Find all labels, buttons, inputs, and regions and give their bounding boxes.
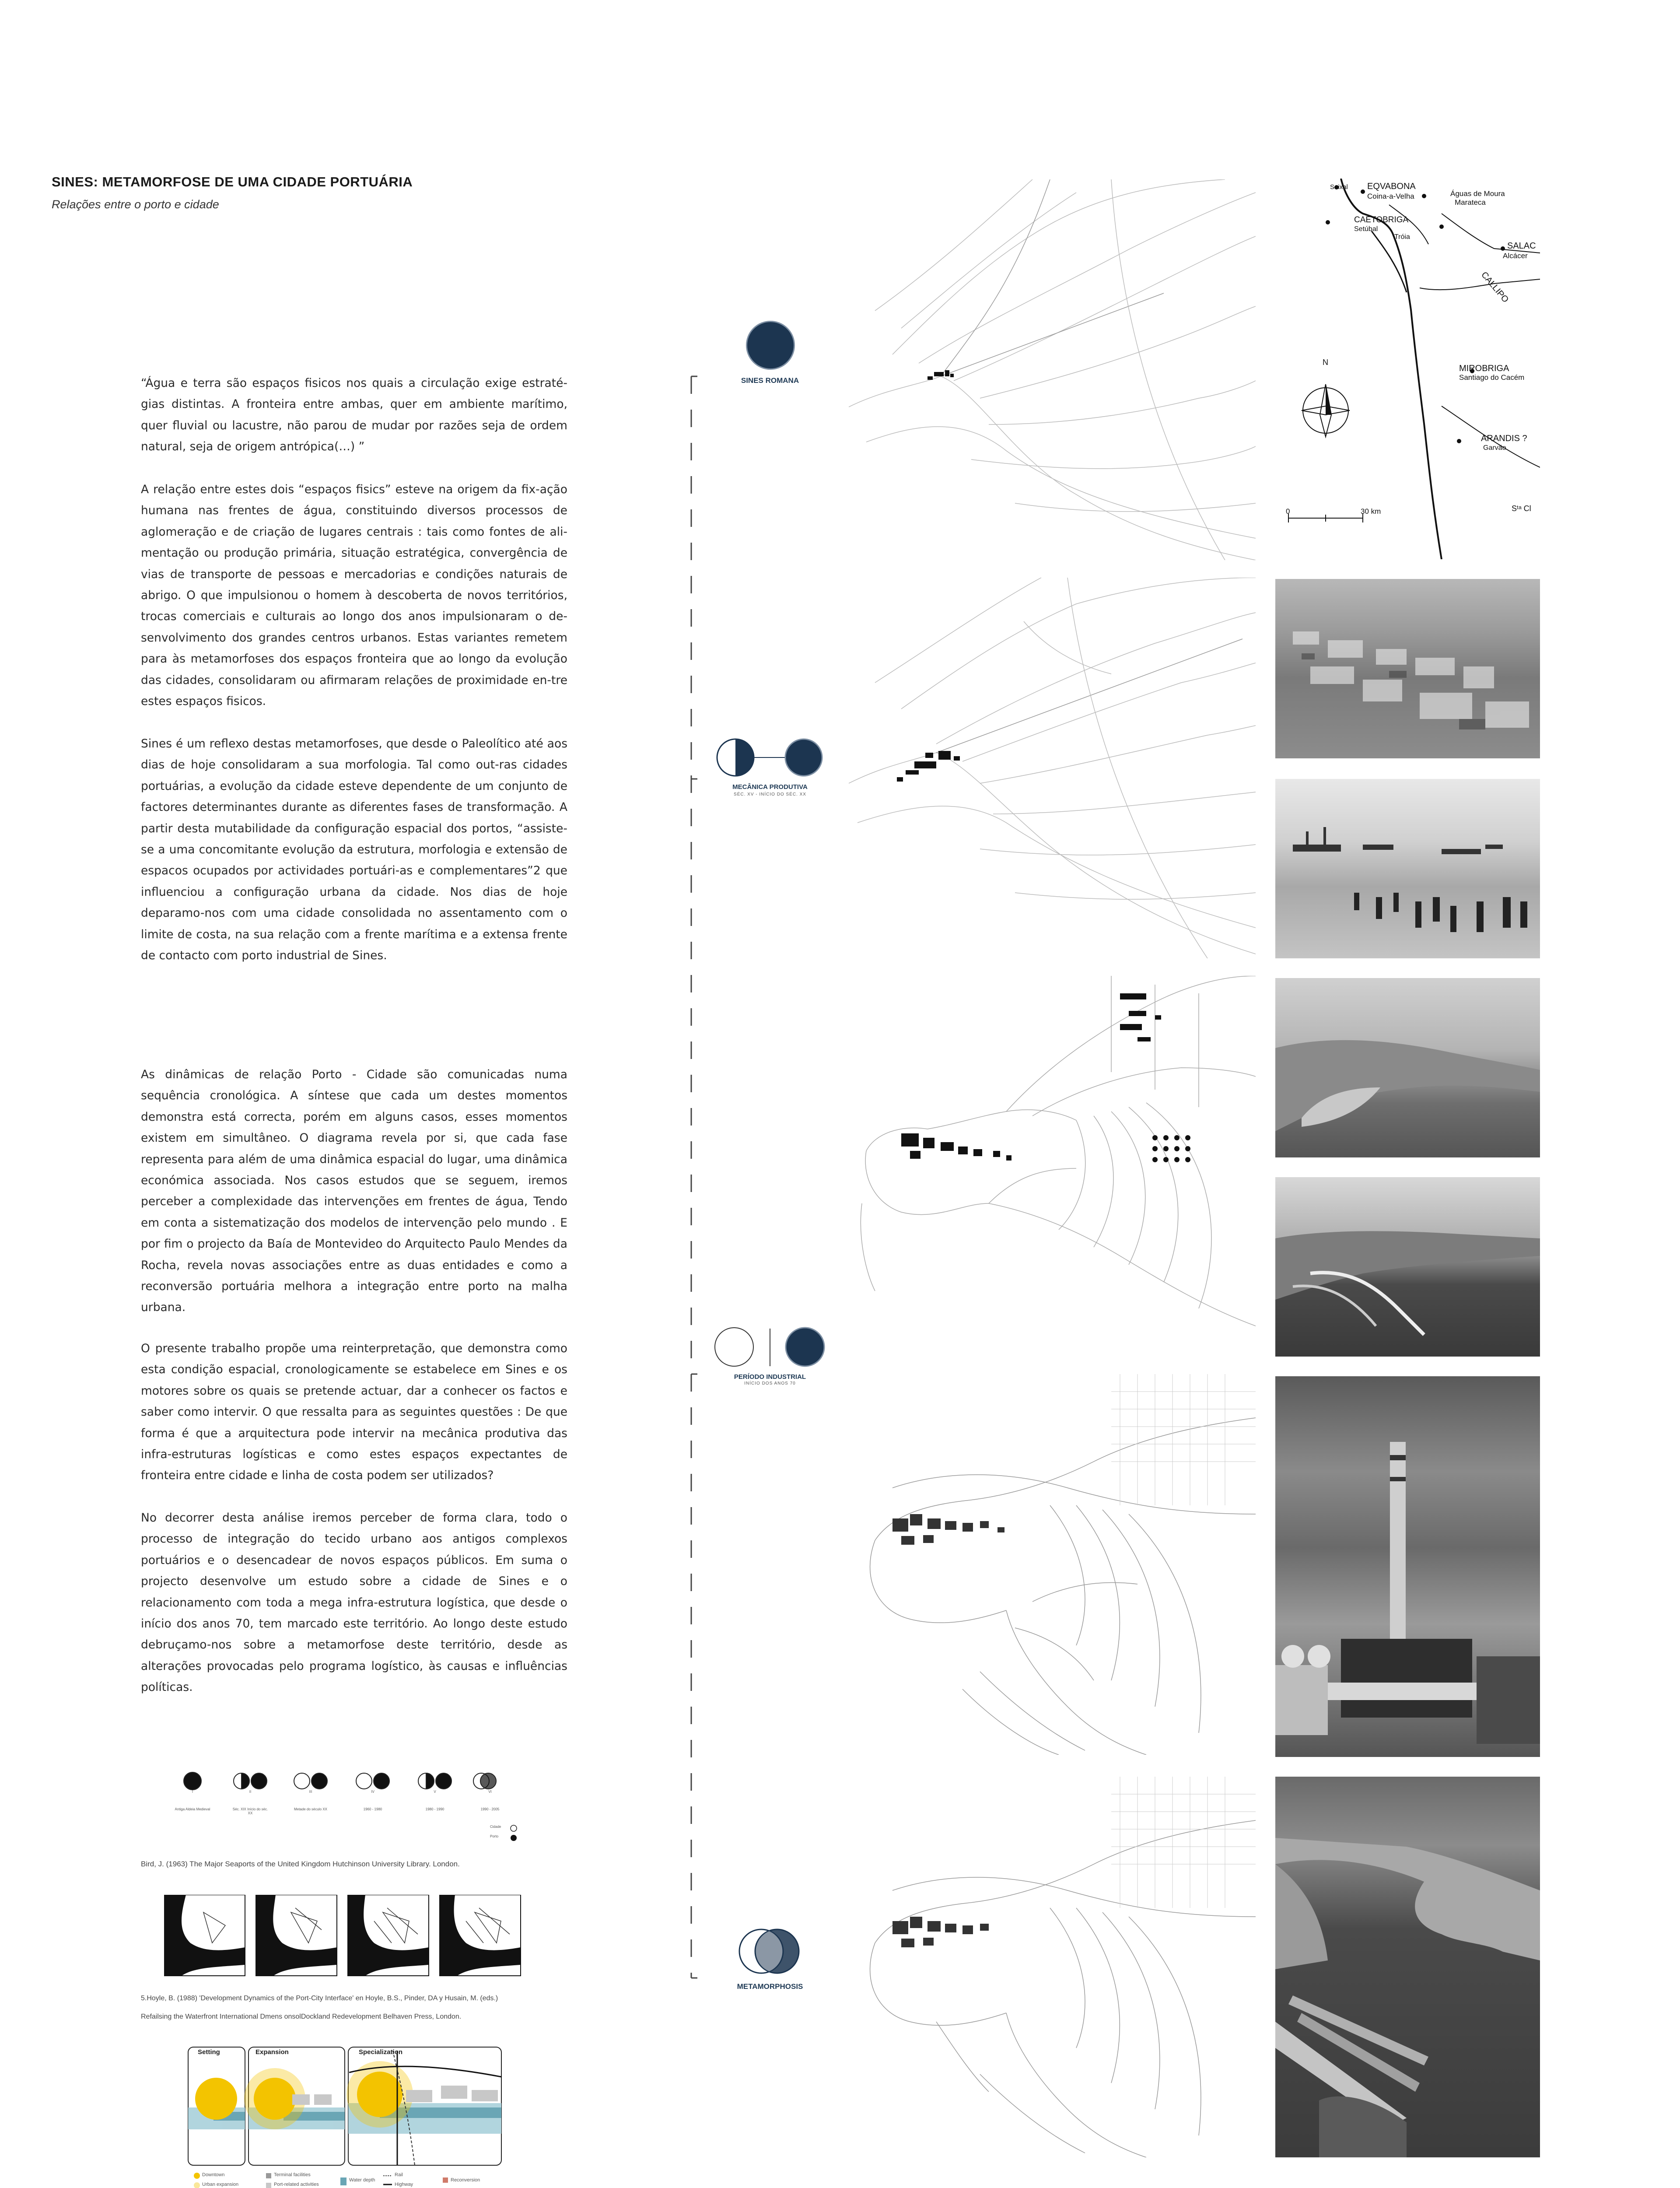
- map-metamorphosis: [849, 1777, 1256, 2157]
- page-title: SINES: METAMORFOSE DE UMA CIDADE PORTUÁRIA: [52, 174, 413, 189]
- bird-caption-5: 1980 - 1990: [425, 1807, 444, 1811]
- roman-region-map: [1275, 179, 1540, 559]
- phase-roman-icon: [746, 321, 795, 370]
- paragraph-relation: A relação entre estes dois “espaços fisics” esteve na origem da fix-ação humana nas frentes de água, constituindo diversos processos de aglomeração e de criação de lugares centrais : tais como fontes de ali-mentação ou produção primária, situação estratégica, convergência de vias de transporte de pessoas e mercadorias e condições naturais de abrigo. O que impulsionou o homem à descoberta de novos territórios, trocas comerciais e culturais ao longo dos anos impulsionaram o de-senvolvimento dos grandes centros urbanos. Estas variantes remetem para às metamorfoses dos espaços fronteira que ao longo da evolução das cidades, consolidaram ou afirmaram relações de proximidade en-tre estes espaços fisicos.: [141, 483, 567, 708]
- bird-key-port: Porto: [490, 1834, 499, 1838]
- map-mechanical: [849, 578, 1256, 958]
- place-callipo: CALLIPO: [1479, 270, 1511, 305]
- photo-power-plant: [1275, 1376, 1540, 1757]
- phase-mechanical-label: MECÂNICA PRODUTIVA: [732, 783, 808, 791]
- map-industrial-port: [849, 1374, 1256, 1755]
- bird-num-6: VI: [488, 1790, 492, 1794]
- place-setubal: Setúbal: [1354, 225, 1378, 233]
- place-troia: Tróia: [1394, 233, 1410, 241]
- place-seixal: Seixal: [1330, 183, 1348, 191]
- scale-end: 30 km: [1361, 507, 1381, 515]
- ndr-legend-rail: Rail: [395, 2172, 403, 2177]
- bird-num-3: III: [309, 1790, 312, 1794]
- photo-port-render: [1275, 1777, 1540, 2157]
- paragraph-analysis: No decorrer desta análise iremos perceber de forma clara, todo o processo de integração do tecido urbano aos antigos complexos portuários e o desencadear de novos espaços públicos. Em suma o projecto desenvolve um estudo sobre a cidade de Sines e o relacionamento com toda a mega infra-estrutura logística, que desde o início dos anos 70, tem marcado este território. Ao longo deste estudo debruçamo-nos sobre a metamorfose deste território, desde as alterações provocadas pelo programa logístico, às causas e influências políticas.: [141, 1511, 567, 1694]
- bird-caption-6: 1990 - 2005: [480, 1807, 500, 1811]
- phase-metamorphosis-icon: [735, 1928, 805, 1976]
- port-city-evolution-diagram: [187, 2046, 503, 2177]
- ndr-legend-water-depth: Water depth: [349, 2177, 375, 2183]
- place-arandis: ARANDIS ?: [1481, 434, 1527, 443]
- ndr-legend-terminal: Terminal facilities: [274, 2172, 311, 2177]
- paragraph-dynamics: As dinâmicas de relação Porto - Cidade são comunicadas numa sequência cronológica. A síntese que cada um destes momentos demonstra está correcta, porém em alguns casos, esses momentos existem em simultâneo. O diagrama revela por si, que cada fase representa para além de uma dinâmica espacial do lugar, uma dinâmica económica associada. Nos casos estudos que se seguem, iremos perceber a complexidade das intervenções em frentes de água, Tendo em conta a sistematização dos modelos de intervenção pelo mundo . E por fim o projecto da Baía de Montevideo do Arquitecto Paulo Mendes da Rocha, revela novas associações entre as duas entidades e como a reconversão portuária melhora a integração entre porto na malha urbana.: [141, 1068, 567, 1315]
- bird-caption-4: 1960 - 1980: [363, 1807, 382, 1811]
- place-caetobriga: CAETOBRIGA: [1354, 215, 1409, 224]
- bird-num-2: II: [249, 1790, 252, 1794]
- bird-caption-2: Séc. XIX Início do séc. XX: [232, 1807, 268, 1815]
- timeline-line: [682, 368, 700, 1987]
- place-coina: Coina-a-Velha: [1367, 192, 1414, 200]
- hoyle-panels: [164, 1895, 523, 1978]
- bird-num-5: V: [434, 1790, 436, 1794]
- paragraph-sines: Sines é um reflexo destas metamorfoses, que desde o Paleolítico até aos dias de hoje consolidaram a sua morfologia. Tal como out-ras cidades portuárias, a evolução da cidade esteve dependente de um conjunto de factores determinantes durante as diferentes fases de transformação. A partir desta mutabilidade da configuração espacial dos portos, “assiste-se a uma concomitante evolução da estrutura, morfologia e extensão de espacos ocupados por actividades portuári-as e complementares”2 que influenciou a configuração urbana da cidade. Nos dias de hoje deparamo-nos com uma cidade consolidada no assentamento com o limite de costa, na sua relação com a frente marítima e a extensa frente de contacto com porto industrial de Sines.: [141, 737, 567, 963]
- bird-key-swatches: [508, 1824, 521, 1843]
- ndr-legend-urban: Urban expansion: [202, 2182, 239, 2187]
- place-salac: SALAC: [1507, 241, 1536, 251]
- place-eqvabona: EQVABONA: [1367, 182, 1416, 191]
- place-garvao: Garvão: [1483, 444, 1506, 452]
- phase-roman-label: SINES ROMANA: [741, 376, 799, 385]
- photo-beach-ships: [1275, 779, 1540, 958]
- page-subtitle: Relações entre o porto e cidade: [52, 198, 219, 211]
- ndr-panel-specialization: Specialization: [359, 2048, 403, 2056]
- scale-start: 0: [1286, 507, 1290, 515]
- bird-citation: Bird, J. (1963) The Major Seaports of the United Kingdom Hutchinson University Library. London.: [141, 1860, 460, 1868]
- ndr-legend-port-related: Port-related activities: [274, 2182, 319, 2187]
- paragraph-proposal: O presente trabalho propõe uma reinterpretação, que demonstra como esta condição espacial, cronologicamente se estabelece em Sines e os motores sobre os quais se pretende actuar, dar a conhecer os factos e saber como intervir. O que ressalta para as seguintes questões : De que forma é que a arquitectura pode intervir na mecânica produtiva das infra-estruturas logísticas e como estes espaços expectantes de fronteira entre cidade e linha de costa podem ser utilizados?: [141, 1342, 567, 1483]
- phase-mechanical-sub: SÉC. XV - INÍCIO DO SÉC. XX: [734, 792, 806, 797]
- map-industrial-early: [849, 976, 1256, 1357]
- place-santiago: Santiago do Cacém: [1459, 373, 1525, 382]
- phase-mechanical-icon: [715, 737, 825, 781]
- hoyle-citation-1: 5.Hoyle, B. (1988) 'Development Dynamics of the Port-City Interface' en Hoyle, B.S., Pinder, DA y Husain, M. (eds.): [141, 1995, 498, 2002]
- ndr-legend-reconversion: Reconversion: [451, 2177, 480, 2183]
- phase-industrial-sub: INÍCIO DOS ANOS 70: [744, 1381, 796, 1386]
- place-mirobriga: MIROBRIGA: [1459, 364, 1509, 373]
- place-sta-cl: Sᵗᵃ Cl: [1512, 504, 1531, 513]
- ndr-panel-setting: Setting: [198, 2048, 220, 2056]
- place-marateca: Marateca: [1455, 198, 1486, 207]
- ndr-legend-downtown: Downtown: [202, 2172, 225, 2177]
- phase-industrial-icon: [713, 1326, 827, 1370]
- ndr-legend-highway: Highway: [395, 2182, 413, 2187]
- hoyle-citation-2: Refailsing the Waterfront International Dmens onsolDockland Redevelopment Belhaven Press, London.: [141, 2013, 462, 2020]
- photo-aerial-town: [1275, 579, 1540, 758]
- place-alcacer: Alcácer: [1503, 252, 1528, 260]
- photo-aerial-bay: [1275, 978, 1540, 1157]
- phase-industrial-label: PERÍODO INDUSTRIAL: [734, 1373, 806, 1381]
- ndr-panel-expansion: Expansion: [256, 2048, 289, 2056]
- photo-aerial-port: [1275, 1177, 1540, 1357]
- paragraph-quote: “Água e terra são espaços fisicos nos quais a circulação exige estraté-gias distintas. A fronteira entre ambas, quer em ambiente marítimo, quer fluvial ou lacustre, não parou de mudar por razões seja de ordem natural, seja de origem antrópica(…) ”: [141, 376, 567, 454]
- bird-key-city: Cidade: [490, 1825, 501, 1829]
- map-roman: [849, 179, 1256, 560]
- north-label: N: [1323, 358, 1328, 367]
- bird-caption-1: Antiga Aldeia Medieval: [175, 1807, 210, 1811]
- phase-metamorphosis-label: METAMORPHOSIS: [737, 1982, 803, 1991]
- place-aguas-de-moura: Águas de Moura: [1450, 189, 1505, 198]
- bird-num-1: I: [192, 1790, 193, 1794]
- bird-caption-3: Metade do século XX: [294, 1807, 328, 1811]
- bird-phase-diagram: [175, 1764, 525, 1838]
- bird-num-4: IV: [371, 1790, 374, 1794]
